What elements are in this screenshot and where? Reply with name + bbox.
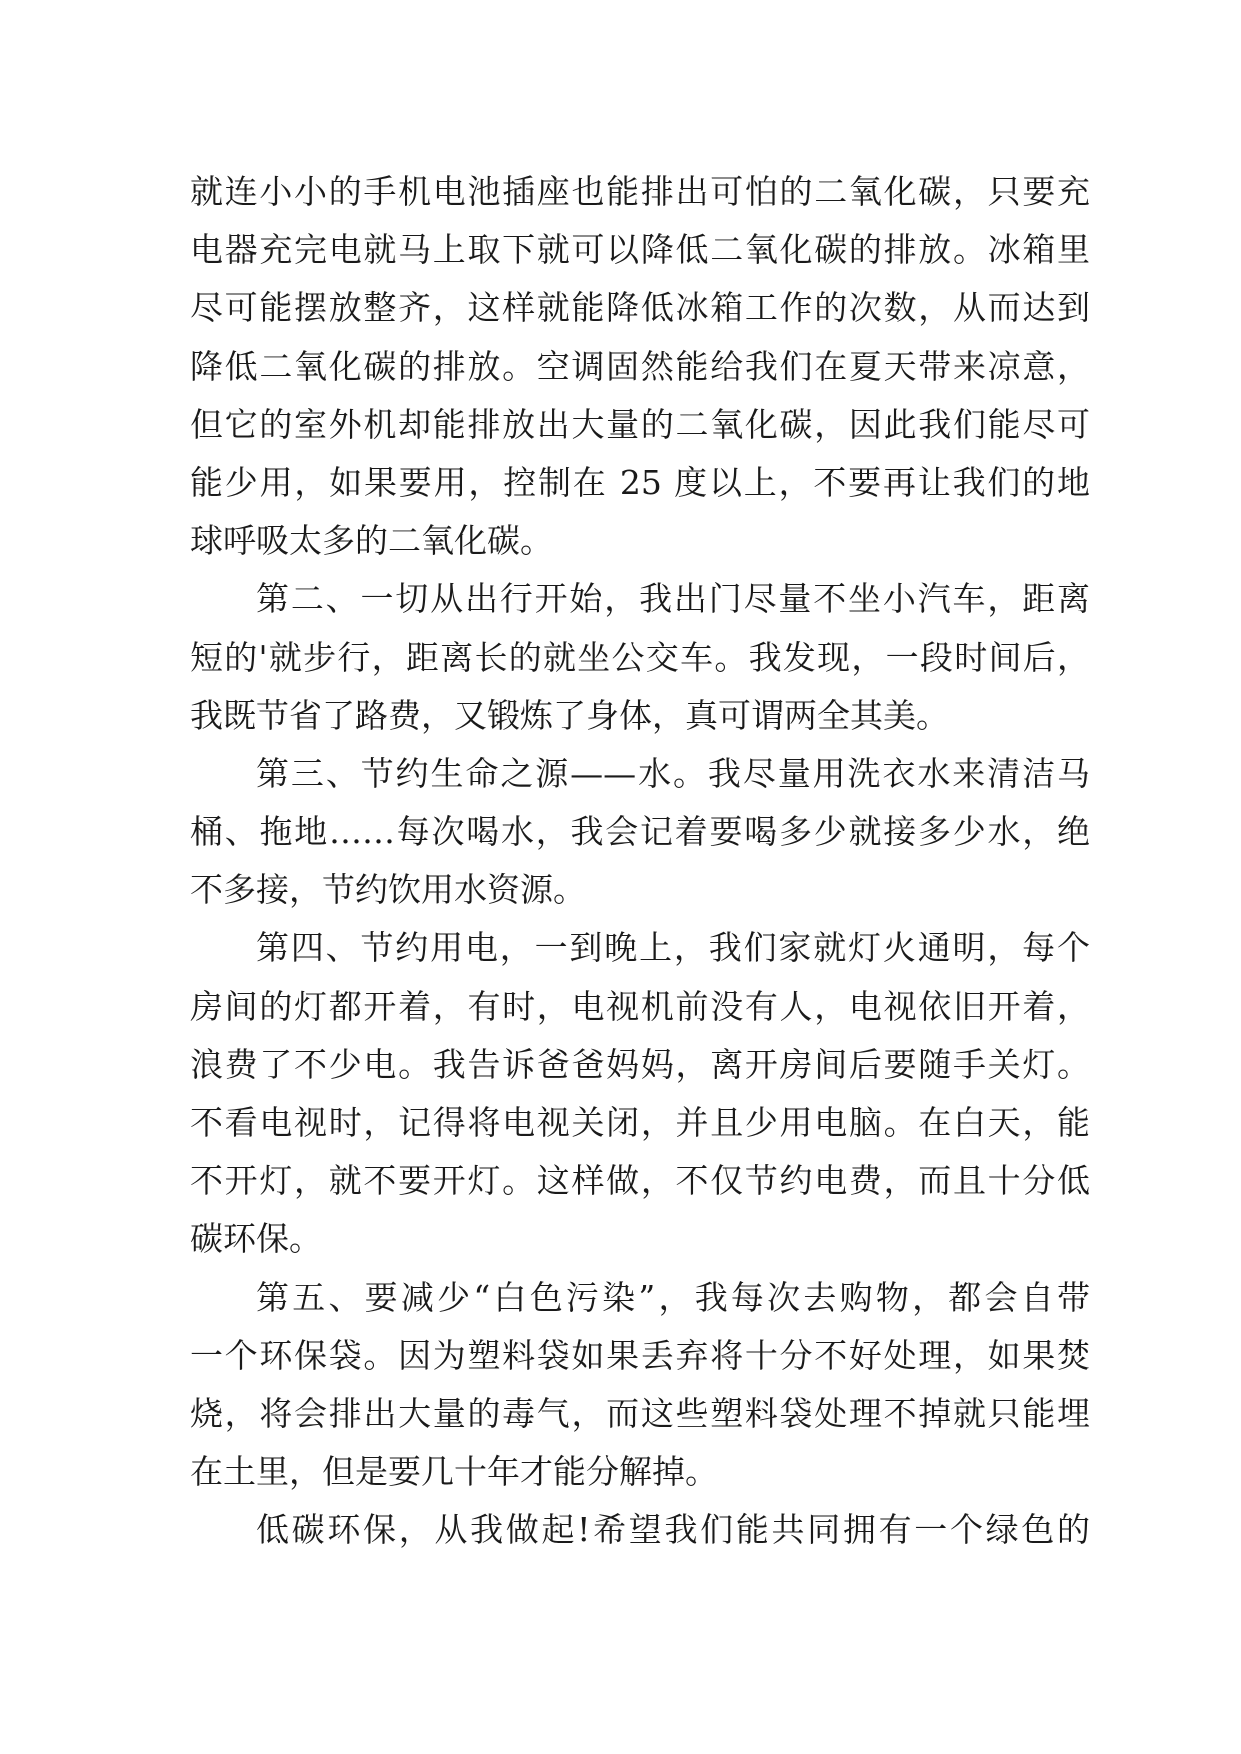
text-line: 不看电视时，记得将电视关闭，并且少用电脑。在白天，能 <box>190 1103 1090 1142</box>
text-line: 尽可能摆放整齐，这样就能降低冰箱工作的次数，从而达到 <box>190 288 1090 328</box>
text-line: 第五、要减少“白色污染”，我每次去购物，都会自带 <box>256 1277 1090 1317</box>
text-line: 桶、拖地……每次喝水，我会记着要喝多少就接多少水，绝 <box>190 812 1090 852</box>
text-line: 碳环保。 <box>190 1219 322 1259</box>
text-line: 不开灯，就不要开灯。这样做，不仅节约电费，而且十分低 <box>190 1161 1090 1201</box>
text-line: 我既节省了路费，又锻炼了身体，真可谓两全其美。 <box>190 695 949 735</box>
text-line: 第三、节约生命之源——水。我尽量用洗衣水来清洁马 <box>256 753 1090 793</box>
text-line: 短的'就步行，距离长的就坐公交车。我发现，一段时间后， <box>190 637 1090 677</box>
text-line: 第四、节约用电，一到晚上，我们家就灯火通明，每个 <box>256 928 1090 968</box>
text-line: 不多接，节约饮用水资源。 <box>190 870 586 910</box>
text-line: 低碳环保，从我做起!希望我们能共同拥有一个绿色的 <box>256 1510 1090 1550</box>
text-line: 烧，将会排出大量的毒气，而这些塑料袋处理不掉就只能埋 <box>190 1393 1090 1433</box>
text-line: 房间的灯都开着，有时，电视机前没有人，电视依旧开着， <box>190 986 1090 1026</box>
text-line: 第二、一切从出行开始，我出门尽量不坐小汽车，距离 <box>256 579 1090 619</box>
text-line: 就连小小的手机电池插座也能排出可怕的二氧化碳，只要充 <box>190 172 1090 211</box>
text-line: 电器充完电就马上取下就可以降低二氧化碳的排放。冰箱里 <box>190 230 1090 270</box>
text-line: 在土里，但是要几十年才能分解掉。 <box>190 1452 718 1492</box>
text-line: 浪费了不少电。我告诉爸爸妈妈，离开房间后要随手关灯。 <box>190 1044 1090 1084</box>
text-line: 球呼吸太多的二氧化碳。 <box>190 521 553 561</box>
text-line: 一个环保袋。因为塑料袋如果丢弃将十分不好处理，如果焚 <box>190 1335 1090 1375</box>
text-line: 降低二氧化碳的排放。空调固然能给我们在夏天带来凉意， <box>190 346 1090 386</box>
document-body <box>190 163 1090 1560</box>
text-line: 但它的室外机却能排放出大量的二氧化碳，因此我们能尽可 <box>190 404 1090 444</box>
text-line: 能少用，如果要用，控制在 25 度以上，不要再让我们的地 <box>190 462 1090 502</box>
